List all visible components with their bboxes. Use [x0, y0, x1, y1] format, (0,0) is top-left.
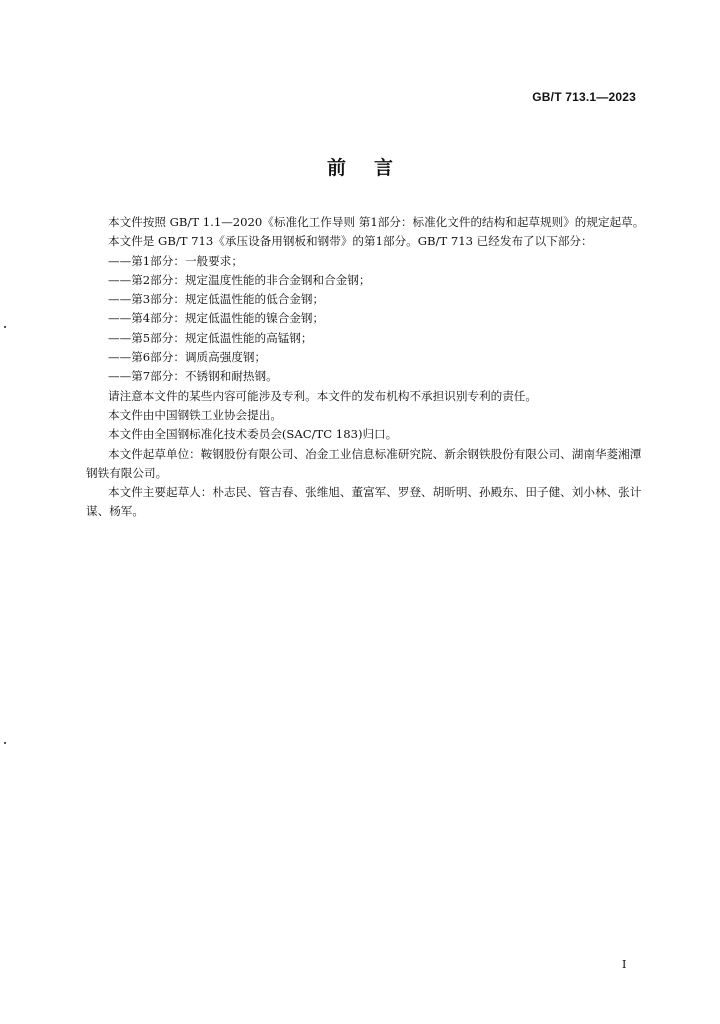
- page-title: 前言: [326, 157, 421, 179]
- part-list-item: ——第3部分：规定低温性能的低合金钢；: [108, 292, 325, 307]
- foreword-body: [86, 213, 646, 522]
- margin-speck: [4, 326, 6, 328]
- page-number: I: [622, 958, 627, 971]
- part-list-item: ——第4部分：规定低温性能的镍合金钢；: [108, 311, 325, 326]
- paragraph-proposer: 本文件由中国钢铁工业协会提出。: [108, 407, 282, 422]
- paragraph-patent-notice: 请注意本文件的某些内容可能涉及专利。本文件的发布机构不承担识别专利的责任。: [108, 388, 537, 403]
- part-list-item: ——第7部分：不锈钢和耐热钢。: [108, 369, 278, 384]
- paragraph-series-intro: 本文件是 GB/T 713《承压设备用钢板和钢带》的第1部分。GB/T 713 已经发布了以下部分：: [108, 234, 593, 249]
- paragraph-drafters: 本文件主要起草人：朴志民、管吉春、张维旭、董富军、罗登、胡昕明、孙殿东、田子健、刘小林、张计谋、杨军。: [86, 485, 642, 519]
- part-list-item: ——第5部分：规定低温性能的高锰钢；: [108, 330, 313, 345]
- margin-speck: [4, 742, 6, 744]
- part-list-item: ——第1部分：一般要求；: [108, 253, 243, 268]
- part-list-item: ——第2部分：规定温度性能的非合金钢和合金钢；: [108, 272, 371, 287]
- paragraph-drafting-rules: 本文件按照 GB/T 1.1—2020《标准化工作导则 第1部分：标准化文件的结构和起草规则》的规定起草。: [108, 215, 645, 229]
- part-list-item: ——第6部分：调质高强度钢；: [108, 350, 267, 365]
- standard-code: GB/T 713.1—2023: [532, 90, 636, 104]
- paragraph-drafting-units: 本文件起草单位：鞍钢股份有限公司、冶金工业信息标准研究院、新余钢铁股份有限公司、湖南华菱湘潭钢铁有限公司。: [86, 446, 642, 480]
- paragraph-committee: 本文件由全国钢标准化技术委员会(SAC/TC 183)归口。: [108, 427, 398, 442]
